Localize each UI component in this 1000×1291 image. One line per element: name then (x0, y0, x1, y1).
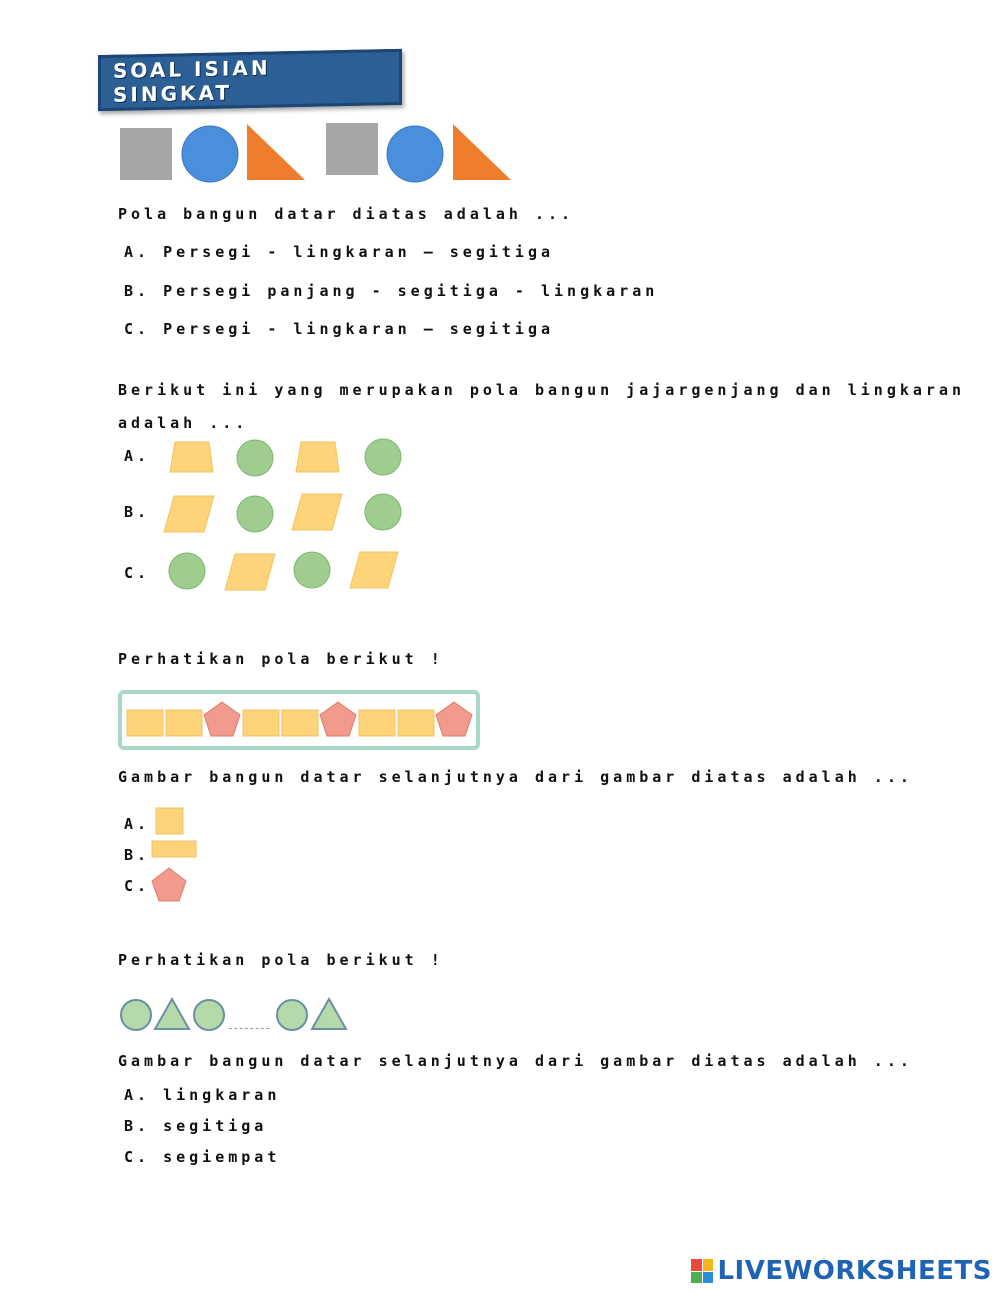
q2-question-line1: Berikut ini yang merupakan pola bangun jajargenjang dan lingkaran (118, 381, 965, 399)
q1-shape-pattern (115, 118, 515, 188)
q4-option-a[interactable]: A. lingkaran (124, 1086, 281, 1104)
q2a-trapezoid-2 (296, 442, 339, 472)
q1-square-2 (326, 123, 378, 175)
q4-question: Gambar bangun datar selanjutnya dari gambar diatas adalah ... (118, 1052, 913, 1070)
q2-option-c-shapes[interactable] (165, 548, 410, 596)
q1-option-c[interactable]: C. Persegi - lingkaran — segitiga (124, 320, 555, 338)
q4-option-c[interactable]: C. segiempat (124, 1148, 281, 1166)
q2c-parallelogram-2 (350, 552, 398, 588)
q3-option-c-pentagon[interactable] (150, 866, 188, 904)
q3-shape-pattern (124, 698, 476, 742)
q4-circle-2 (194, 1000, 224, 1030)
q3-rect-3 (243, 710, 279, 736)
q3-pentagon-2 (320, 702, 356, 736)
q1-option-b[interactable]: B. Persegi panjang - segitiga - lingkaran (124, 282, 659, 300)
q1-square-1 (120, 128, 172, 180)
q3-rect-6 (398, 710, 434, 736)
q3-option-a-square[interactable] (154, 806, 186, 836)
q3-option-b-rectangle[interactable] (150, 839, 198, 859)
q1-option-a[interactable]: A. Persegi - lingkaran — segitiga (124, 243, 555, 261)
logo-text: LIVEWORKSHEETS (717, 1256, 992, 1286)
page-title: SOAL ISIAN SINGKAT (113, 55, 271, 107)
q1-circle-1 (182, 126, 238, 182)
q2-label-b[interactable]: B. (124, 503, 151, 521)
q3-label-b[interactable]: B. (124, 846, 151, 864)
liveworksheets-logo (691, 1256, 992, 1286)
q2b-circle-1 (237, 496, 273, 532)
q4-circle-3 (277, 1000, 307, 1030)
q1-question: Pola bangun datar diatas adalah ... (118, 205, 575, 223)
q4-option-b[interactable]: B. segitiga (124, 1117, 268, 1135)
q2b-circle-2 (365, 494, 401, 530)
q3-label-a[interactable]: A. (124, 815, 151, 833)
q4-triangle-2 (312, 999, 346, 1029)
q4-blank-slot[interactable] (229, 1028, 269, 1030)
q2a-circle-2 (365, 439, 401, 475)
q2c-parallelogram-1 (225, 554, 275, 590)
q2-option-b-shapes[interactable] (162, 490, 407, 538)
title-banner (98, 49, 402, 111)
q3-rect-5 (359, 710, 395, 736)
q3-label-c[interactable]: C. (124, 877, 151, 895)
q3-question: Gambar bangun datar selanjutnya dari gambar diatas adalah ... (118, 768, 913, 786)
q2-question-line2: adalah ... (118, 414, 249, 432)
q2c-circle-2 (294, 552, 330, 588)
q2b-parallelogram-2 (292, 494, 342, 530)
q3-rect-2 (166, 710, 202, 736)
liveworksheets-logo-icon (691, 1259, 713, 1283)
q4-triangle-1 (155, 999, 189, 1029)
q2a-trapezoid-1 (170, 442, 213, 472)
q1-triangle-2 (453, 124, 511, 180)
q3-pentagon-1 (204, 702, 240, 736)
q3-rect-1 (127, 710, 163, 736)
q2b-parallelogram-1 (164, 496, 214, 532)
q1-triangle-1 (247, 124, 305, 180)
q2c-circle-1 (169, 553, 205, 589)
q2a-circle-1 (237, 440, 273, 476)
q2-option-a-shapes[interactable] (165, 436, 410, 481)
q3-rect-4 (282, 710, 318, 736)
q4-circle-1 (121, 1000, 151, 1030)
q3-prompt: Perhatikan pola berikut ! (118, 650, 444, 668)
q2-label-a[interactable]: A. (124, 447, 151, 465)
q4-prompt: Perhatikan pola berikut ! (118, 951, 444, 969)
q1-circle-2 (387, 126, 443, 182)
q3-pentagon-3 (436, 702, 472, 736)
q2-label-c[interactable]: C. (124, 564, 151, 582)
